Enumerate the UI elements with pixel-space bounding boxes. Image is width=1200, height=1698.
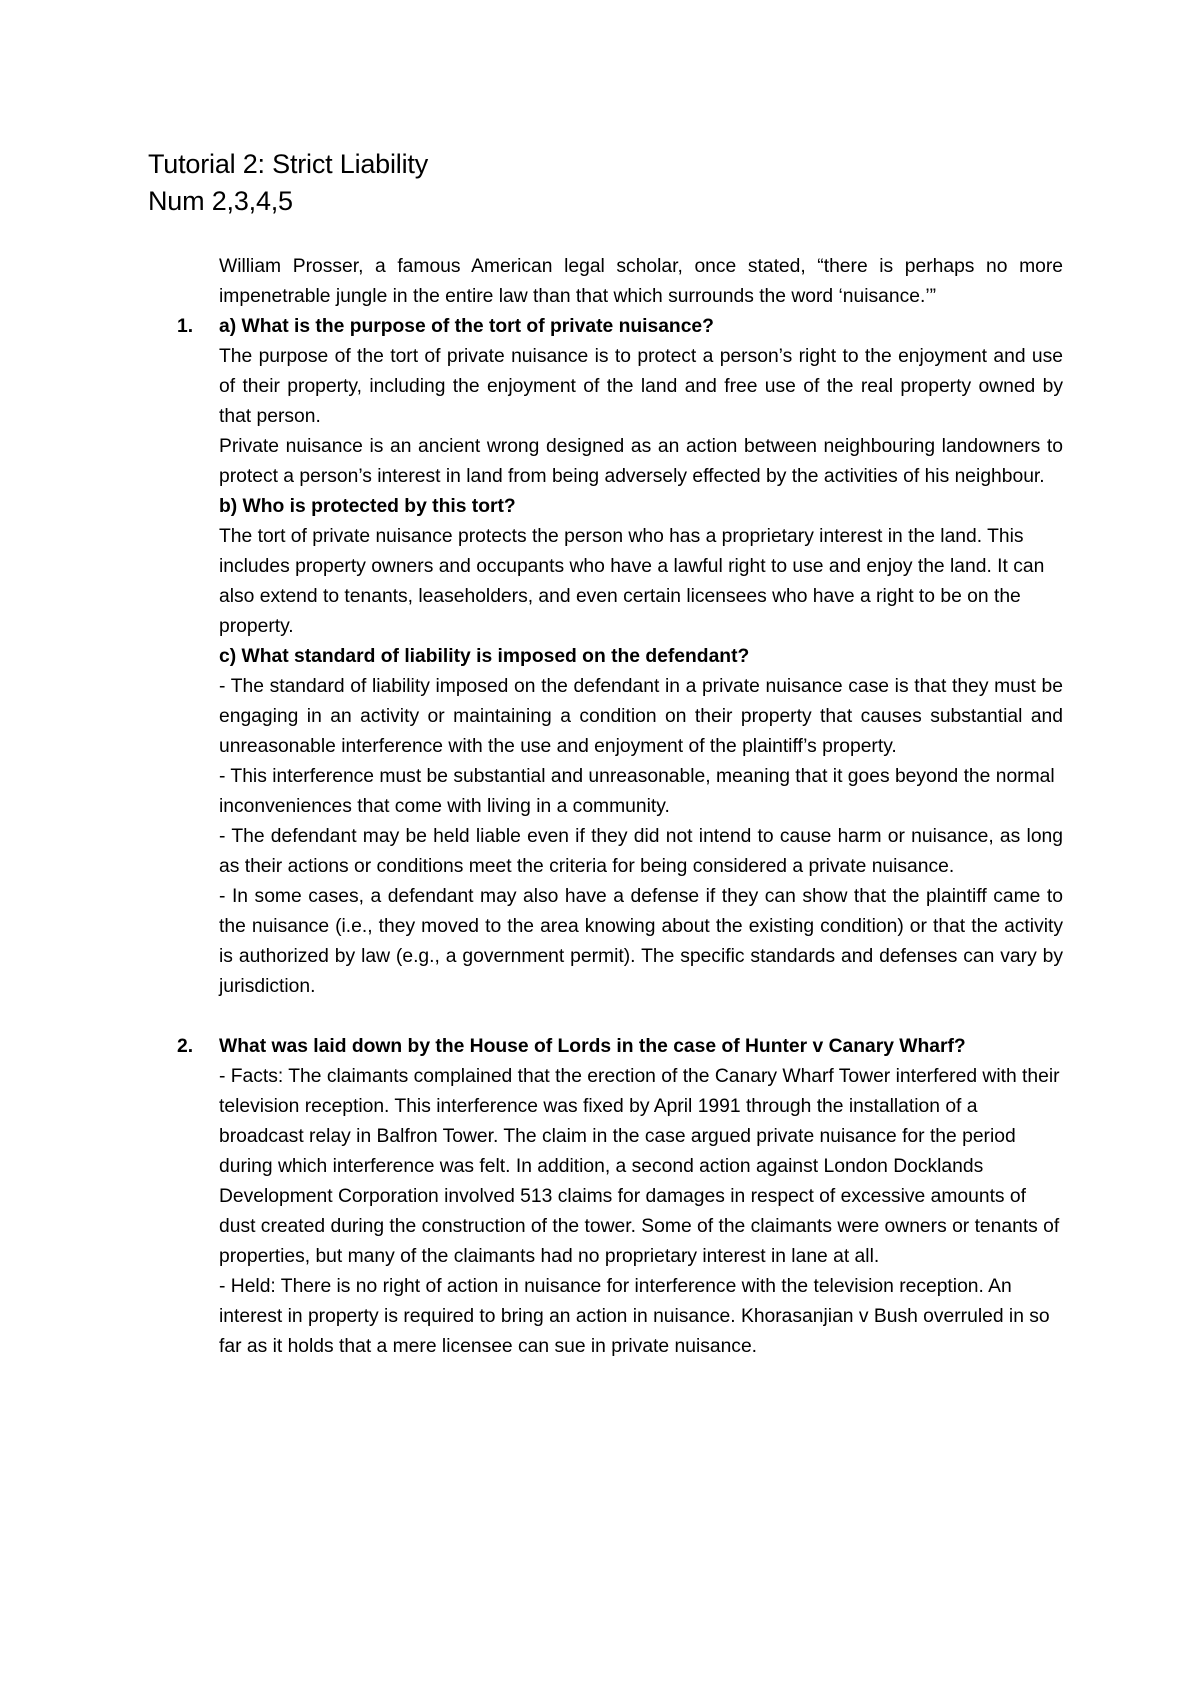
intro-quote: William Prosser, a famous American legal scholar, once stated, “there is perhaps no more impenetrable jungle in the entire law than that which surrounds the word ‘nuisance.’”: [219, 256, 1063, 307]
question-2-section: [177, 1032, 1063, 1362]
question-1a-text: a) What is the purpose of the tort of private nuisance?: [219, 316, 714, 337]
question-1b-heading: b) Who is protected by this tort?: [219, 496, 516, 517]
question-number-1: 1.: [177, 316, 194, 337]
answer-1b-paragraph: The tort of private nuisance protects the person who has a proprietary interest in the land. This includes property owners and occupants who have a lawful right to use and enjoy the land. It can also extend to tenants, leaseholders, and even certain licensees who have a right to be on the property.: [219, 526, 1045, 637]
question-2-text: What was laid down by the House of Lords in the case of Hunter v Canary Wharf?: [219, 1036, 966, 1057]
question-1c-heading: c) What standard of liability is imposed on the defendant?: [219, 646, 750, 667]
answer-1a-paragraph-2: Private nuisance is an ancient wrong designed as an action between neighbouring landowners to protect a person’s interest in land from being adversely effected by the activities of his neighbour.: [219, 436, 1063, 487]
answer-1a-paragraph-1: The purpose of the tort of private nuisance is to protect a person’s right to the enjoyment and use of their property, including the enjoyment of the land and free use of the real property owned by that person.: [219, 346, 1063, 427]
question-1-section: [177, 312, 1063, 1002]
answer-1c-paragraph-4: - In some cases, a defendant may also have a defense if they can show that the plaintiff came to the nuisance (i.e., they moved to the area knowing about the existing condition) or that the activity is authorized by law (e.g., a government permit). The specific standards and defenses can vary by jurisdiction.: [219, 886, 1063, 997]
question-1a-heading: [177, 312, 1063, 342]
answer-1c-paragraph-3: - The defendant may be held liable even if they did not intend to cause harm or nuisance, as long as their actions or conditions meet the criteria for being considered a private nuisance.: [219, 826, 1063, 877]
page-subtitle: Num 2,3,4,5: [148, 186, 293, 216]
answer-1c-paragraph-1: - The standard of liability imposed on the defendant in a private nuisance case is that they must be engaging in an activity or maintaining a condition on their property that causes substantial and unreasonable interference with the use and enjoyment of the plaintiff’s property.: [219, 676, 1063, 757]
page-title: Tutorial 2: Strict Liability: [148, 149, 428, 179]
answer-1c-paragraph-2: - This interference must be substantial and unreasonable, meaning that it goes beyond the normal inconveniences that come with living in a community.: [219, 766, 1055, 817]
answer-2-held: - Held: There is no right of action in nuisance for interference with the television reception. An interest in property is required to bring an action in nuisance. Khorasanjian v Bush overruled in so far as it holds that a mere licensee can sue in private nuisance.: [219, 1276, 1050, 1357]
question-number-2: 2.: [177, 1036, 194, 1057]
title-block: [148, 146, 1048, 220]
document-body: [177, 252, 1063, 1362]
answer-2-facts: - Facts: The claimants complained that the erection of the Canary Wharf Tower interfered with their television reception. This interference was fixed by April 1991 through the installation of a broadcast relay in Balfron Tower. The claim in the case argued private nuisance for the period during which interference was felt. In addition, a second action against London Docklands Development Corporation involved 513 claims for damages in respect of excessive amounts of dust created during the construction of the tower. Some of the claimants were owners or tenants of properties, but many of the claimants had no proprietary interest in lane at all.: [219, 1066, 1060, 1267]
section-spacer: [219, 1002, 1063, 1032]
question-2-heading: [177, 1032, 1063, 1062]
